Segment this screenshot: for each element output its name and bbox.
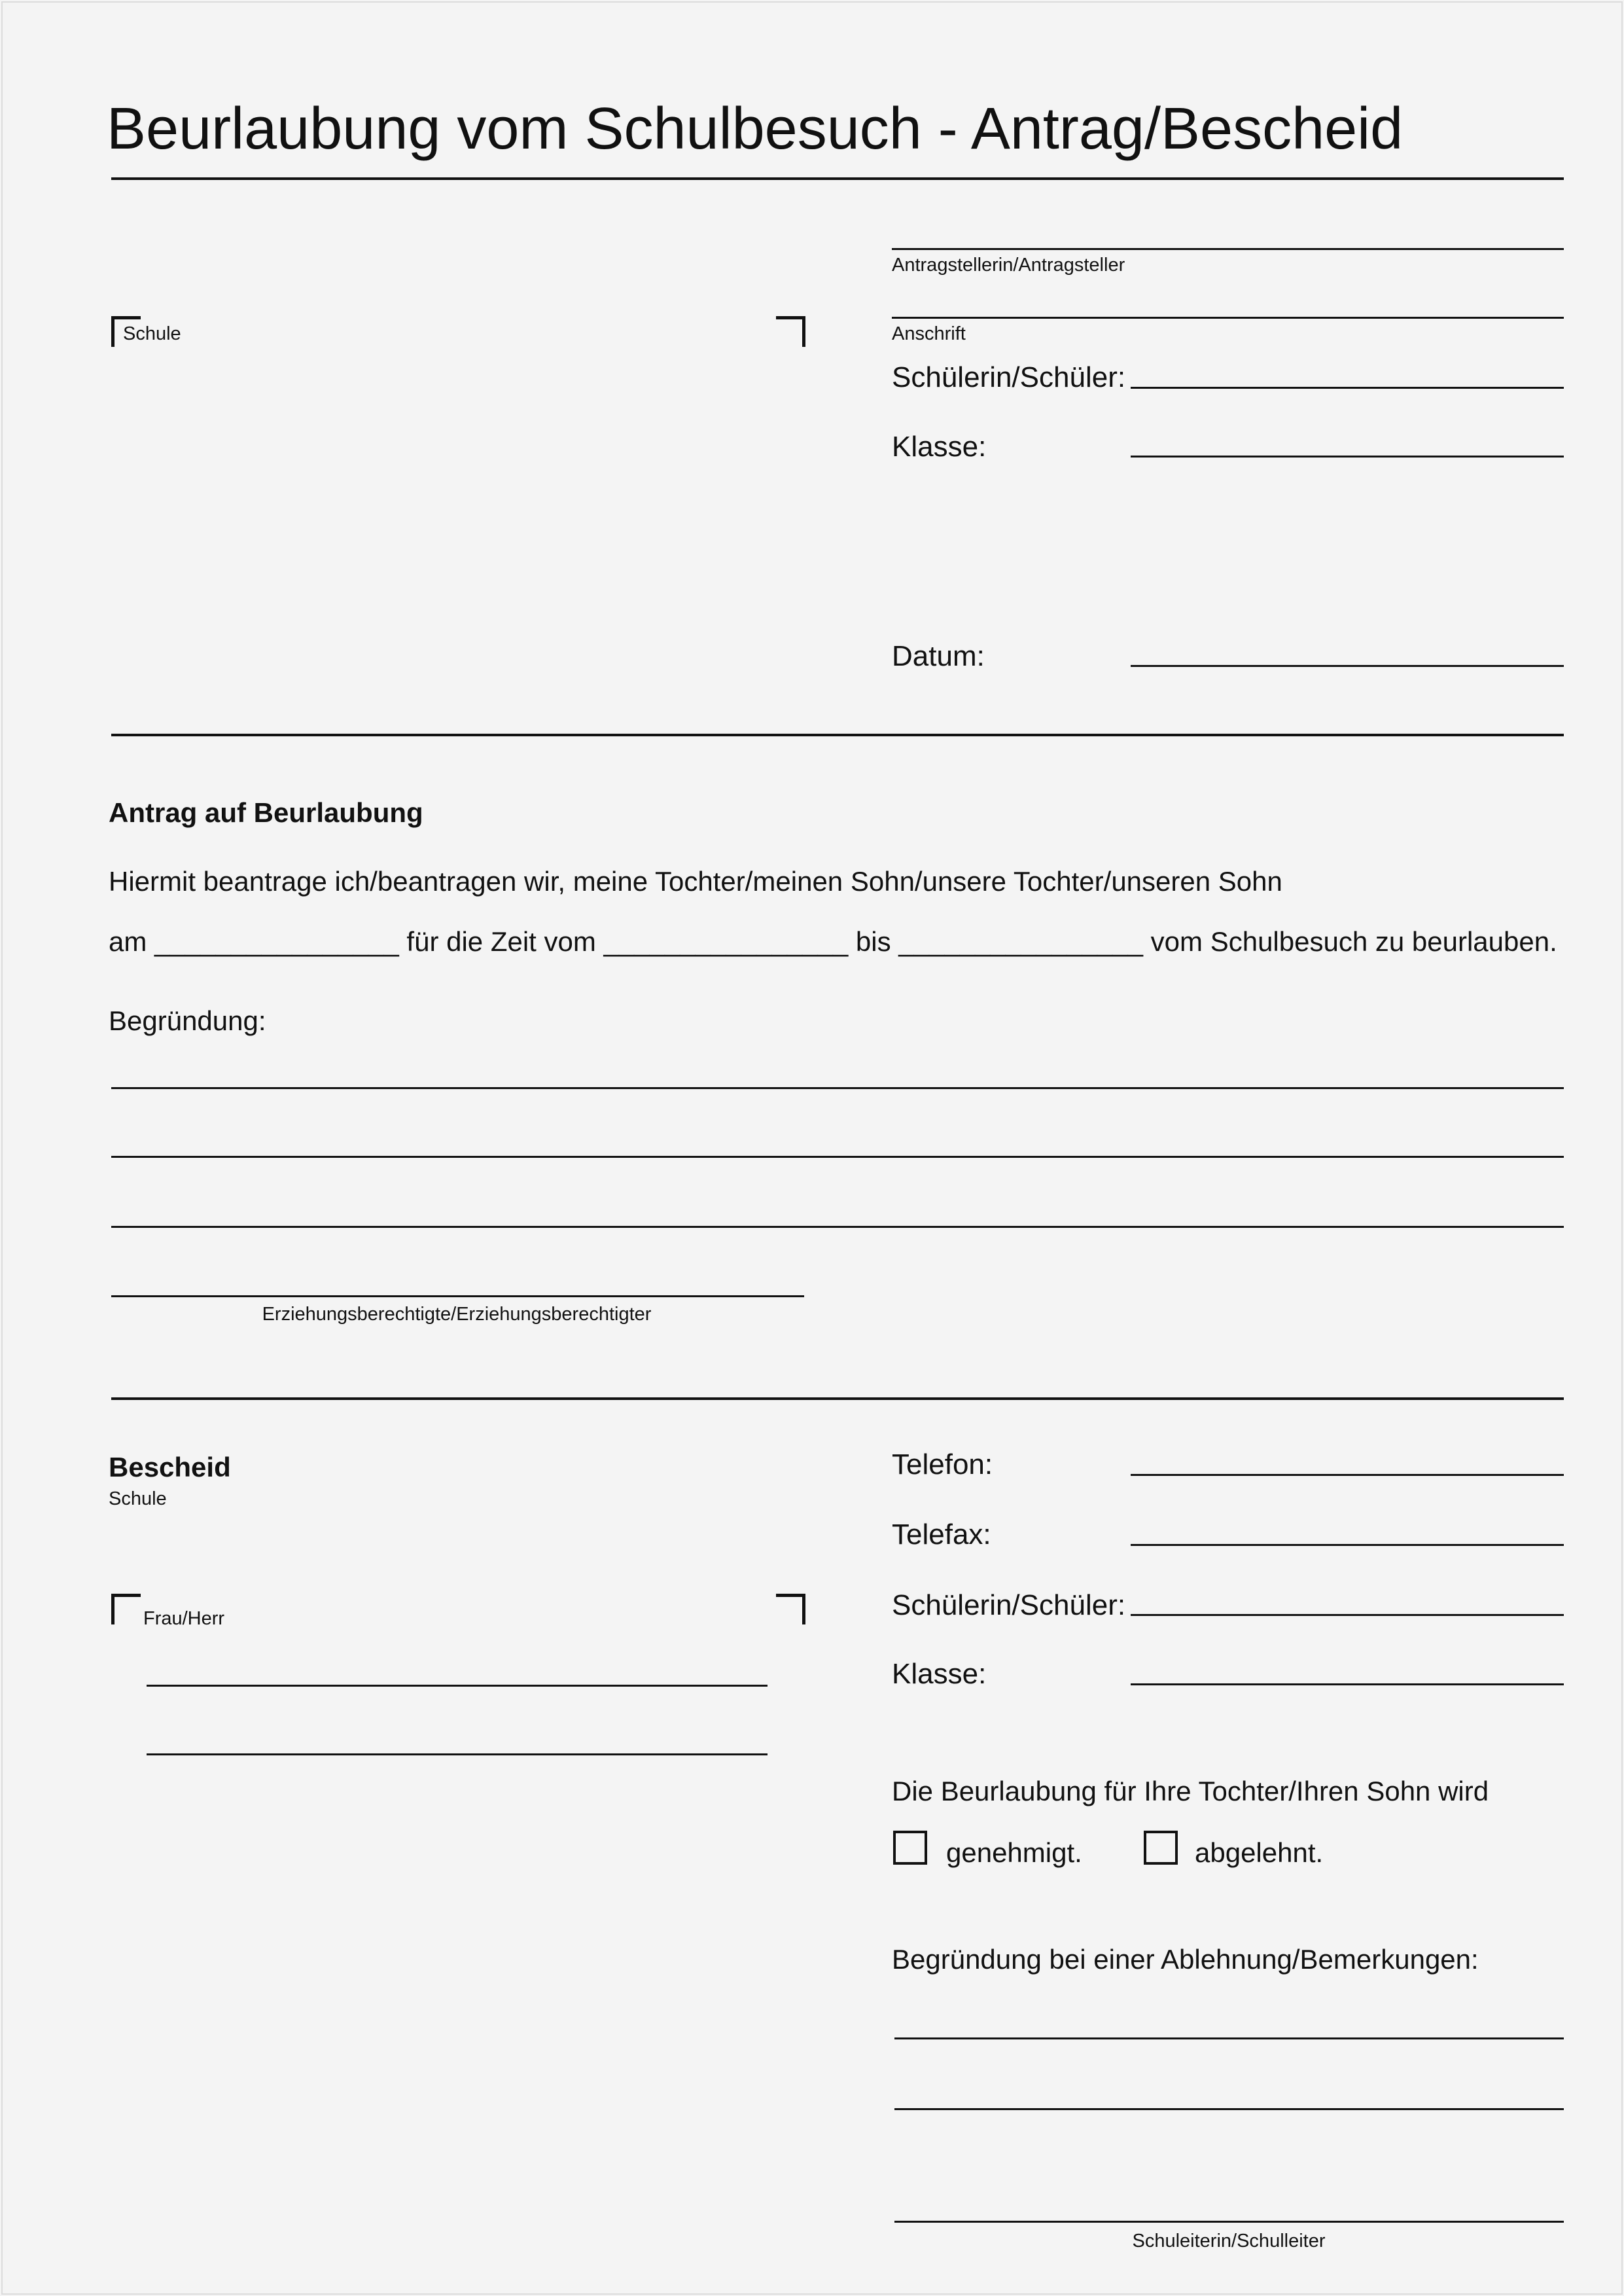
decision-student-field[interactable]: [1131, 1614, 1564, 1616]
recipient-line-2[interactable]: [147, 1753, 768, 1755]
recipient-label: Frau/Herr: [143, 1608, 225, 1629]
address-field[interactable]: [892, 317, 1564, 319]
decision-student-label: Schülerin/Schüler:: [892, 1589, 1126, 1621]
reason-line-2[interactable]: [111, 1156, 1564, 1158]
address-label: Anschrift: [892, 323, 966, 344]
page-title: Beurlaubung vom Schulbesuch - Antrag/Bescheid: [107, 96, 1403, 162]
guardian-signature-field[interactable]: [111, 1295, 804, 1297]
decision-school-label: Schule: [109, 1488, 167, 1509]
remarks-line-1[interactable]: [894, 2037, 1564, 2039]
rejected-label: abgelehnt.: [1195, 1837, 1324, 1868]
decision-class-field[interactable]: [1131, 1683, 1564, 1685]
recipient-line-1[interactable]: [147, 1685, 768, 1687]
application-text-2[interactable]: am ________________ für die Zeit vom ________________ bis ________________ vom Schulbesuch zu beurlauben.: [109, 926, 1557, 957]
recipient-corner-left: [111, 1594, 141, 1624]
section-rule: [111, 734, 1564, 736]
phone-label: Telefon:: [892, 1448, 993, 1480]
class-label: Klasse:: [892, 431, 987, 463]
remarks-label: Begründung bei einer Ablehnung/Bemerkungen:: [892, 1944, 1479, 1975]
title-rule: [111, 177, 1564, 180]
principal-signature-label: Schuleiterin/Schulleiter: [1132, 2231, 1326, 2251]
phone-field[interactable]: [1131, 1474, 1564, 1476]
fax-field[interactable]: [1131, 1544, 1564, 1546]
school-label: Schule: [123, 323, 181, 344]
guardian-signature-label: Erziehungsberechtigte/Erziehungsberechtigter: [262, 1304, 652, 1325]
application-text-1: Hiermit beantrage ich/beantragen wir, meine Tochter/meinen Sohn/unsere Tochter/unseren Sohn: [109, 866, 1282, 897]
date-field[interactable]: [1131, 665, 1564, 667]
decision-heading: Bescheid: [109, 1452, 231, 1482]
applicant-field[interactable]: [892, 248, 1564, 250]
student-label: Schülerin/Schüler:: [892, 361, 1126, 393]
application-heading: Antrag auf Beurlaubung: [109, 797, 423, 828]
decision-class-label: Klasse:: [892, 1658, 987, 1690]
reason-line-3[interactable]: [111, 1226, 1564, 1228]
section-rule: [111, 1397, 1564, 1400]
rejected-checkbox[interactable]: [1144, 1831, 1178, 1865]
remarks-line-2[interactable]: [894, 2108, 1564, 2110]
approved-checkbox[interactable]: [893, 1831, 927, 1865]
recipient-corner-right: [776, 1594, 805, 1624]
date-label: Datum:: [892, 640, 985, 672]
applicant-label: Antragstellerin/Antragsteller: [892, 255, 1125, 276]
reason-label: Begründung:: [109, 1005, 266, 1036]
principal-signature-field[interactable]: [894, 2221, 1564, 2223]
class-field[interactable]: [1131, 456, 1564, 457]
approved-label: genehmigt.: [946, 1837, 1082, 1868]
reason-line-1[interactable]: [111, 1087, 1564, 1089]
address-corner-right: [776, 316, 805, 347]
fax-label: Telefax:: [892, 1518, 991, 1551]
decision-statement: Die Beurlaubung für Ihre Tochter/Ihren Sohn wird: [892, 1776, 1489, 1806]
student-field[interactable]: [1131, 387, 1564, 389]
